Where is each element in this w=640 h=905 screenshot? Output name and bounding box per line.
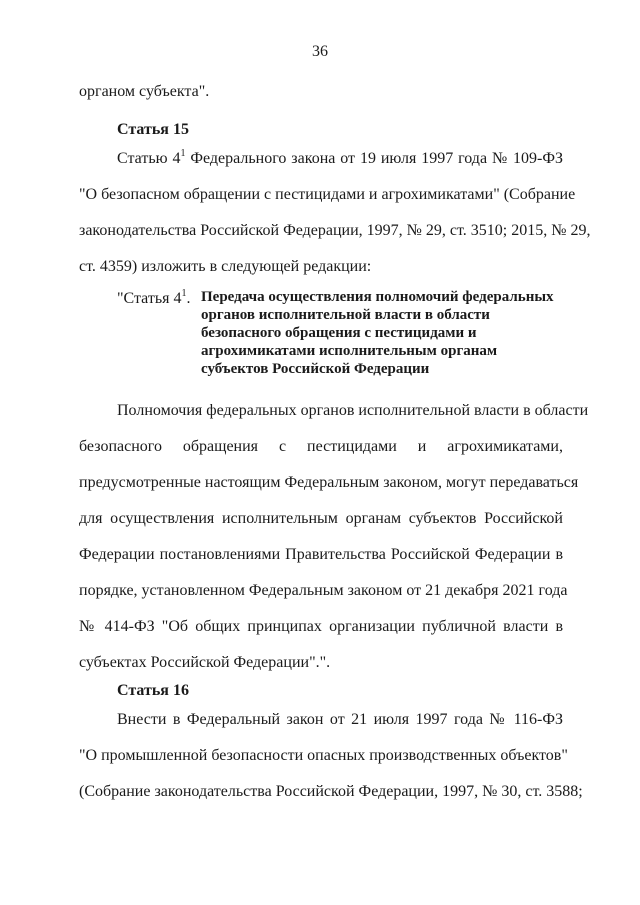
paragraph-line: Внести в Федеральный закон от 21 июля 1997 года № 116-ФЗ <box>117 711 563 728</box>
paragraph-line: Полномочия федеральных органов исполнительной власти в области <box>117 402 589 419</box>
superscript: 1 <box>180 147 186 159</box>
article-16-heading: Статья 16 <box>117 682 189 699</box>
text-fragment: "Статья 4 <box>117 290 182 307</box>
text-fragment: . <box>186 290 191 307</box>
paragraph-line: "О промышленной безопасности опасных производственных объектов" <box>79 747 568 764</box>
paragraph-line: законодательства Российской Федерации, 1997, № 29, ст. 3510; 2015, № 29, <box>79 222 591 239</box>
paragraph-line: безопасного обращения с пестицидами и агрохимикатами, <box>79 438 563 455</box>
title-line: Передача осуществления полномочий федеральных <box>201 289 554 305</box>
paragraph-line: предусмотренные настоящим Федеральным законом, могут передаваться <box>79 474 579 491</box>
title-line: органов исполнительной власти в области <box>201 307 490 323</box>
paragraph-line: субъектах Российской Федерации".". <box>79 654 331 671</box>
sub-article-number <box>117 288 191 310</box>
title-line: субъектов Российской Федерации <box>201 361 430 377</box>
paragraph-line: порядке, установленном Федеральным законом от 21 декабря 2021 года <box>79 582 568 599</box>
paragraph-line <box>117 148 563 170</box>
superscript: 1 <box>181 287 187 299</box>
title-line: агрохимикатами исполнительным органам <box>201 343 498 359</box>
title-line: безопасного обращения с пестицидами и <box>201 325 477 341</box>
article-15-heading: Статья 15 <box>117 121 189 138</box>
paragraph-line: Федерации постановлениями Правительства Российской Федерации в <box>79 546 563 563</box>
sub-article-title <box>201 288 561 378</box>
paragraph-line: № 414-ФЗ "Об общих принципах организации публичной власти в <box>79 618 563 635</box>
paragraph-line: органом субъекта". <box>79 83 210 100</box>
paragraph-line: "О безопасном обращении с пестицидами и агрохимикатами" (Собрание <box>79 186 576 203</box>
paragraph-line: ст. 4359) изложить в следующей редакции: <box>79 258 372 275</box>
paragraph-line: для осуществления исполнительным органам субъектов Российской <box>79 510 563 527</box>
text-fragment: Федерального закона от 19 июля 1997 года № 109-ФЗ <box>185 150 563 167</box>
page-number: 36 <box>312 43 328 60</box>
text-fragment: Статью 4 <box>117 150 181 167</box>
paragraph-line: (Собрание законодательства Российской Федерации, 1997, № 30, ст. 3588; <box>79 783 583 800</box>
